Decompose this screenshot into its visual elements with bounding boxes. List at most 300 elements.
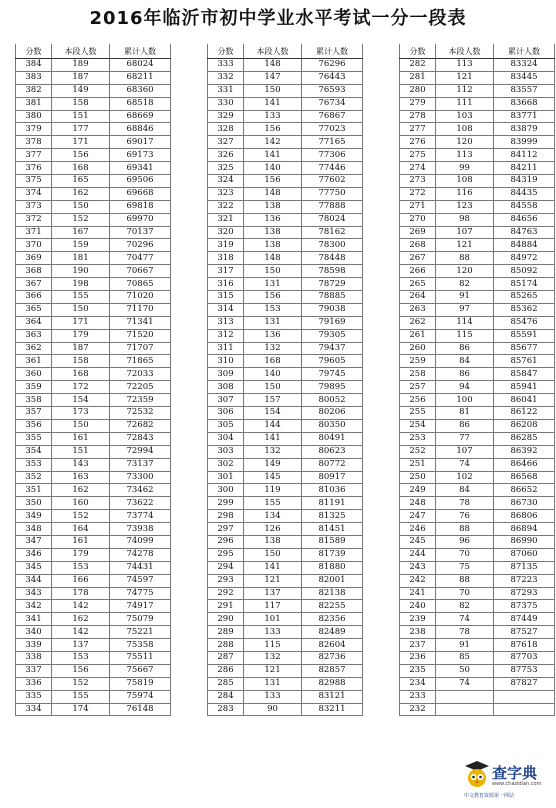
segment-count-cell: 148	[244, 252, 302, 265]
graduate-owl-logo-icon	[464, 760, 490, 790]
segment-count-cell: 94	[436, 381, 494, 394]
table-row	[208, 84, 363, 97]
score-cell: 327	[208, 136, 244, 149]
segment-count-cell: 88	[436, 574, 494, 587]
score-cell: 355	[16, 432, 52, 445]
watermark-brand: 查字典	[492, 764, 538, 782]
table-row	[16, 497, 171, 510]
cumulative-count-cell: 69341	[110, 162, 171, 175]
score-cell: 374	[16, 187, 52, 200]
score-cell: 299	[208, 497, 244, 510]
table-row	[16, 613, 171, 626]
score-cell: 255	[400, 407, 436, 420]
cumulative-count-cell: 71170	[110, 303, 171, 316]
segment-count-cell: 121	[436, 71, 494, 84]
table-row	[16, 651, 171, 664]
cumulative-count-cell: 77750	[302, 187, 363, 200]
cumulative-count-cell	[494, 703, 555, 716]
score-cell: 369	[16, 252, 52, 265]
table-row	[208, 329, 363, 342]
cumulative-count-cell: 87293	[494, 587, 555, 600]
table-row	[400, 175, 555, 188]
cumulative-count-cell: 85265	[494, 291, 555, 304]
table-row	[208, 613, 363, 626]
cumulative-count-cell: 75079	[110, 613, 171, 626]
segment-count-cell: 101	[244, 613, 302, 626]
score-cell: 310	[208, 355, 244, 368]
segment-count-cell: 142	[52, 626, 110, 639]
cumulative-count-cell: 86568	[494, 471, 555, 484]
segment-count-cell: 113	[436, 59, 494, 72]
score-cell: 361	[16, 355, 52, 368]
score-cell: 232	[400, 703, 436, 716]
score-cell: 381	[16, 97, 52, 110]
score-cell: 239	[400, 613, 436, 626]
cumulative-count-cell: 84558	[494, 200, 555, 213]
table-row	[400, 149, 555, 162]
score-cell: 252	[400, 445, 436, 458]
segment-count-cell: 153	[244, 303, 302, 316]
score-cell: 320	[208, 226, 244, 239]
cumulative-count-cell: 83324	[494, 59, 555, 72]
table-row	[16, 510, 171, 523]
table-row	[400, 252, 555, 265]
score-cell: 326	[208, 149, 244, 162]
cumulative-count-cell: 83557	[494, 84, 555, 97]
segment-count-cell: 75	[436, 561, 494, 574]
table-row	[208, 484, 363, 497]
segment-count-header: 本段人数	[52, 44, 110, 59]
cumulative-count-cell: 82604	[302, 639, 363, 652]
score-cell: 314	[208, 303, 244, 316]
cumulative-count-cell: 86122	[494, 407, 555, 420]
table-row	[208, 291, 363, 304]
table-row	[16, 548, 171, 561]
table-row	[400, 664, 555, 677]
cumulative-count-cell: 87135	[494, 561, 555, 574]
cumulative-count-cell: 78729	[302, 278, 363, 291]
table-row	[16, 149, 171, 162]
table-row	[400, 561, 555, 574]
table-row	[16, 213, 171, 226]
score-cell: 313	[208, 316, 244, 329]
table-row	[208, 252, 363, 265]
watermark-url: www.chazidian.com	[492, 781, 542, 787]
segment-count-cell: 174	[52, 703, 110, 716]
table-row	[400, 600, 555, 613]
segment-count-cell: 102	[436, 471, 494, 484]
score-cell: 265	[400, 278, 436, 291]
score-cell: 233	[400, 690, 436, 703]
table-row	[208, 265, 363, 278]
score-cell: 254	[400, 419, 436, 432]
score-cell: 244	[400, 548, 436, 561]
score-cell: 343	[16, 587, 52, 600]
segment-count-cell: 115	[436, 329, 494, 342]
cumulative-count-cell: 72033	[110, 368, 171, 381]
table-row	[16, 278, 171, 291]
table-row	[208, 419, 363, 432]
table-row	[400, 535, 555, 548]
segment-count-cell: 158	[52, 97, 110, 110]
header-row	[208, 44, 363, 59]
table-row	[400, 419, 555, 432]
cumulative-count-cell: 85847	[494, 368, 555, 381]
table-row	[16, 291, 171, 304]
table-row	[208, 523, 363, 536]
segment-count-cell	[436, 690, 494, 703]
cumulative-count-cell: 85174	[494, 278, 555, 291]
score-cell: 319	[208, 239, 244, 252]
cumulative-count-cell: 83211	[302, 703, 363, 716]
score-cell: 236	[400, 651, 436, 664]
score-cell: 256	[400, 394, 436, 407]
table-row	[208, 703, 363, 716]
cumulative-count-cell: 85362	[494, 303, 555, 316]
score-cell: 345	[16, 561, 52, 574]
segment-count-cell: 141	[244, 432, 302, 445]
table-row	[400, 639, 555, 652]
segment-count-cell: 156	[52, 149, 110, 162]
score-cell: 340	[16, 626, 52, 639]
score-cell: 375	[16, 175, 52, 188]
cumulative-count-cell: 73300	[110, 471, 171, 484]
segment-count-cell: 140	[244, 368, 302, 381]
cumulative-count-cell: 68518	[110, 97, 171, 110]
table-row	[16, 664, 171, 677]
cumulative-count-cell: 82988	[302, 677, 363, 690]
table-row	[208, 59, 363, 72]
score-cell: 365	[16, 303, 52, 316]
score-cell: 245	[400, 535, 436, 548]
table-row	[208, 664, 363, 677]
score-cell: 362	[16, 342, 52, 355]
cumulative-count-cell: 86806	[494, 510, 555, 523]
cumulative-count-cell: 81589	[302, 535, 363, 548]
table-row	[400, 316, 555, 329]
cumulative-count-cell: 68211	[110, 71, 171, 84]
segment-count-cell: 82	[436, 278, 494, 291]
segment-count-cell: 136	[244, 213, 302, 226]
score-cell: 300	[208, 484, 244, 497]
segment-count-cell: 112	[436, 84, 494, 97]
table-row	[16, 136, 171, 149]
cumulative-count-cell: 83121	[302, 690, 363, 703]
cumulative-count-cell: 76734	[302, 97, 363, 110]
score-cell: 328	[208, 123, 244, 136]
cumulative-count-cell: 74917	[110, 600, 171, 613]
score-cell: 292	[208, 587, 244, 600]
page-title: 2016年临沂市初中学业水平考试一分一段表	[89, 8, 467, 29]
table-row	[208, 535, 363, 548]
table-row	[208, 639, 363, 652]
cumulative-count-cell: 87703	[494, 651, 555, 664]
table-row	[400, 110, 555, 123]
table-row	[16, 445, 171, 458]
table-row	[16, 252, 171, 265]
segment-count-cell: 115	[244, 639, 302, 652]
score-cell: 293	[208, 574, 244, 587]
score-cell: 318	[208, 252, 244, 265]
cumulative-count-cell: 75667	[110, 664, 171, 677]
segment-count-cell: 198	[52, 278, 110, 291]
segment-count-cell: 189	[52, 59, 110, 72]
cumulative-count-cell: 84112	[494, 149, 555, 162]
segment-count-cell: 134	[244, 510, 302, 523]
table-row	[208, 407, 363, 420]
score-cell: 378	[16, 136, 52, 149]
score-cell: 249	[400, 484, 436, 497]
segment-count-cell: 149	[244, 458, 302, 471]
segment-count-cell: 178	[52, 587, 110, 600]
table-row	[400, 136, 555, 149]
table-row	[208, 394, 363, 407]
cumulative-count-cell: 85761	[494, 355, 555, 368]
score-cell: 301	[208, 471, 244, 484]
score-cell: 342	[16, 600, 52, 613]
cumulative-count-cell: 73938	[110, 523, 171, 536]
cumulative-count-cell: 75358	[110, 639, 171, 652]
score-cell: 235	[400, 664, 436, 677]
cumulative-count-cell: 80623	[302, 445, 363, 458]
segment-count-cell: 160	[52, 497, 110, 510]
segment-count-cell: 98	[436, 213, 494, 226]
segment-count-cell: 155	[244, 497, 302, 510]
segment-count-cell: 157	[244, 394, 302, 407]
segment-count-cell: 181	[52, 252, 110, 265]
score-cell: 316	[208, 278, 244, 291]
cumulative-count-cell: 82255	[302, 600, 363, 613]
table-row	[208, 162, 363, 175]
segment-count-cell: 148	[244, 59, 302, 72]
cumulative-count-cell: 78598	[302, 265, 363, 278]
cumulative-count-cell: 84972	[494, 252, 555, 265]
segment-count-cell: 161	[52, 432, 110, 445]
table-row	[208, 548, 363, 561]
table-row	[400, 381, 555, 394]
score-cell: 356	[16, 419, 52, 432]
cumulative-count-cell: 87753	[494, 664, 555, 677]
score-cell: 287	[208, 651, 244, 664]
segment-count-cell: 150	[52, 419, 110, 432]
cumulative-count-cell: 76867	[302, 110, 363, 123]
score-cell: 289	[208, 626, 244, 639]
table-row	[208, 226, 363, 239]
score-cell: 311	[208, 342, 244, 355]
score-header: 分数	[208, 44, 244, 59]
score-cell: 317	[208, 265, 244, 278]
score-cell: 330	[208, 97, 244, 110]
score-cell: 283	[208, 703, 244, 716]
table-row	[400, 407, 555, 420]
score-cell: 382	[16, 84, 52, 97]
score-cell: 358	[16, 394, 52, 407]
segment-count-cell: 74	[436, 613, 494, 626]
score-cell: 259	[400, 355, 436, 368]
table-row	[16, 639, 171, 652]
cumulative-count-cell: 77165	[302, 136, 363, 149]
score-cell: 278	[400, 110, 436, 123]
score-cell: 275	[400, 149, 436, 162]
score-cell: 349	[16, 510, 52, 523]
score-cell: 267	[400, 252, 436, 265]
score-cell: 282	[400, 59, 436, 72]
table-row	[400, 432, 555, 445]
cumulative-count-cell: 81325	[302, 510, 363, 523]
score-cell: 281	[400, 71, 436, 84]
score-cell: 344	[16, 574, 52, 587]
score-cell: 241	[400, 587, 436, 600]
cumulative-count-cell: 79895	[302, 381, 363, 394]
segment-count-cell: 119	[244, 484, 302, 497]
score-cell: 288	[208, 639, 244, 652]
cumulative-count-cell: 75974	[110, 690, 171, 703]
segment-count-cell: 159	[52, 239, 110, 252]
score-cell: 371	[16, 226, 52, 239]
segment-count-cell: 107	[436, 226, 494, 239]
score-cell: 333	[208, 59, 244, 72]
score-cell: 363	[16, 329, 52, 342]
segment-count-cell: 165	[52, 175, 110, 188]
table-row	[16, 303, 171, 316]
score-cell: 294	[208, 561, 244, 574]
cumulative-count-cell: 86990	[494, 535, 555, 548]
cumulative-count-cell: 86392	[494, 445, 555, 458]
score-header: 分数	[16, 44, 52, 59]
cumulative-count-cell: 68024	[110, 59, 171, 72]
table-row	[400, 394, 555, 407]
score-cell: 298	[208, 510, 244, 523]
segment-count-cell: 155	[52, 291, 110, 304]
table-row	[16, 523, 171, 536]
cumulative-count-cell: 78448	[302, 252, 363, 265]
cumulative-count-cell: 80052	[302, 394, 363, 407]
segment-count-cell: 150	[244, 548, 302, 561]
segment-count-cell: 166	[52, 574, 110, 587]
table-row	[400, 59, 555, 72]
segment-count-cell: 132	[244, 342, 302, 355]
score-cell: 253	[400, 432, 436, 445]
segment-count-cell: 96	[436, 535, 494, 548]
segment-count-cell: 81	[436, 407, 494, 420]
segment-count-cell: 90	[244, 703, 302, 716]
cumulative-count-cell: 85591	[494, 329, 555, 342]
cumulative-count-cell: 70667	[110, 265, 171, 278]
score-cell: 276	[400, 136, 436, 149]
score-cell: 321	[208, 213, 244, 226]
table-row	[16, 574, 171, 587]
cumulative-count-cell: 75819	[110, 677, 171, 690]
segment-count-cell: 177	[52, 123, 110, 136]
score-cell: 322	[208, 200, 244, 213]
cumulative-count-cell: 86208	[494, 419, 555, 432]
cumulative-count-cell: 80917	[302, 471, 363, 484]
segment-count-cell: 142	[244, 136, 302, 149]
table-row	[208, 651, 363, 664]
table-row	[16, 368, 171, 381]
table-row	[400, 651, 555, 664]
score-cell: 277	[400, 123, 436, 136]
table-row	[16, 162, 171, 175]
segment-count-cell: 111	[436, 97, 494, 110]
segment-count-cell: 153	[52, 651, 110, 664]
score-cell: 308	[208, 381, 244, 394]
score-cell: 350	[16, 497, 52, 510]
cumulative-count-cell: 74775	[110, 587, 171, 600]
score-cell: 273	[400, 175, 436, 188]
header-row	[400, 44, 555, 59]
cumulative-count-cell: 86041	[494, 394, 555, 407]
cumulative-count-cell: 80350	[302, 419, 363, 432]
cumulative-count-cell: 69173	[110, 149, 171, 162]
segment-count-cell: 86	[436, 368, 494, 381]
table-row	[16, 59, 171, 72]
score-cell: 279	[400, 97, 436, 110]
table-row	[400, 587, 555, 600]
cumulative-count-cell: 79169	[302, 316, 363, 329]
table-row	[208, 561, 363, 574]
score-cell: 354	[16, 445, 52, 458]
table-row	[400, 690, 555, 703]
segment-count-cell: 190	[52, 265, 110, 278]
segment-count-cell: 152	[52, 677, 110, 690]
segment-count-cell: 100	[436, 394, 494, 407]
segment-count-cell: 156	[244, 175, 302, 188]
score-cell: 286	[208, 664, 244, 677]
score-cell: 264	[400, 291, 436, 304]
table-row	[400, 548, 555, 561]
table-row	[16, 561, 171, 574]
segment-count-cell: 107	[436, 445, 494, 458]
segment-count-cell: 153	[52, 561, 110, 574]
segment-count-cell: 133	[244, 626, 302, 639]
score-cell: 243	[400, 561, 436, 574]
score-cell: 380	[16, 110, 52, 123]
table-row	[400, 445, 555, 458]
score-cell: 258	[400, 368, 436, 381]
table-row	[400, 458, 555, 471]
cumulative-count-cell: 86466	[494, 458, 555, 471]
cumulative-count-cell: 84884	[494, 239, 555, 252]
segment-count-cell: 162	[52, 484, 110, 497]
segment-count-cell: 141	[244, 561, 302, 574]
cumulative-count-cell: 78885	[302, 291, 363, 304]
table-row	[208, 187, 363, 200]
segment-count-cell: 156	[52, 664, 110, 677]
segment-count-cell: 137	[52, 639, 110, 652]
segment-count-cell: 187	[52, 342, 110, 355]
segment-count-cell: 168	[52, 162, 110, 175]
score-cell: 346	[16, 548, 52, 561]
table-row	[16, 407, 171, 420]
segment-count-cell: 74	[436, 458, 494, 471]
cumulative-count-cell: 76593	[302, 84, 363, 97]
segment-count-cell: 114	[436, 316, 494, 329]
cumulative-count-cell: 86730	[494, 497, 555, 510]
segment-count-cell: 84	[436, 355, 494, 368]
segment-count-cell: 152	[52, 213, 110, 226]
segment-count-cell: 117	[244, 600, 302, 613]
segment-count-cell: 120	[436, 136, 494, 149]
table-row	[400, 200, 555, 213]
table-row	[208, 677, 363, 690]
segment-count-cell: 167	[52, 226, 110, 239]
score-cell: 240	[400, 600, 436, 613]
score-cell: 296	[208, 535, 244, 548]
table-row	[208, 587, 363, 600]
segment-count-cell: 152	[52, 510, 110, 523]
cumulative-count-cell: 74278	[110, 548, 171, 561]
